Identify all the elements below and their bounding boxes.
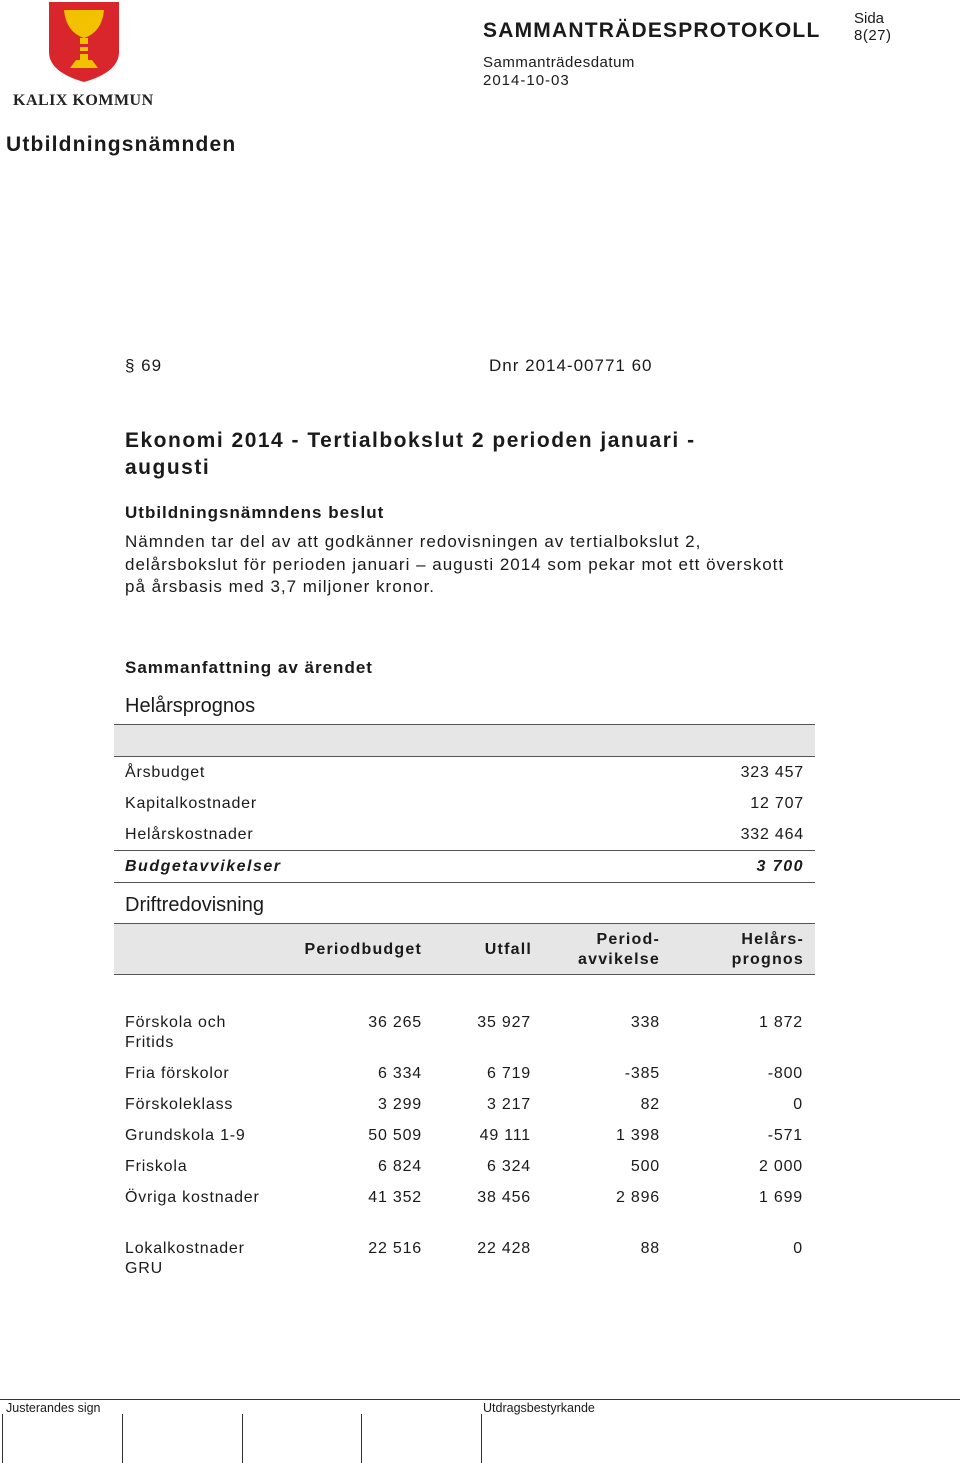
prognos-heading: Helårsprognos [125, 695, 256, 717]
signature-box-divider [361, 1414, 362, 1463]
signature-box-divider [2, 1414, 3, 1463]
table-cell: 3 217 [486, 1096, 531, 1113]
table-cell: 6 719 [486, 1065, 531, 1082]
divider [114, 724, 815, 725]
prognos-row-label: Kapitalkostnader [125, 795, 257, 812]
dnr-number: Dnr 2014-00771 60 [489, 356, 653, 375]
table-cell: 82 [640, 1096, 660, 1113]
table-cell: -385 [624, 1065, 660, 1082]
divider [114, 923, 815, 924]
table-cell: 49 111 [479, 1127, 531, 1144]
extract-label: Utdragsbestyrkande [483, 1401, 595, 1415]
table-row-label: Förskoleklass [125, 1096, 234, 1113]
paragraph-number: § 69 [125, 356, 163, 375]
prognos-row-value: 332 464 [740, 826, 804, 843]
meeting-date-label: Sammanträdesdatum [483, 54, 635, 71]
table-row-label: Grundskola 1-9 [125, 1127, 246, 1144]
table-cell: 6 824 [377, 1158, 422, 1175]
table-cell: 88 [640, 1240, 660, 1257]
table-cell: 22 428 [477, 1240, 531, 1257]
prognos-row-value: 323 457 [740, 764, 804, 781]
summary-heading: Sammanfattning av ärendet [125, 658, 373, 677]
table-row-label: Friskola [125, 1158, 188, 1175]
divider [114, 882, 815, 883]
prognos-row-value: 12 707 [750, 795, 804, 812]
table-cell: 0 [793, 1096, 803, 1113]
divider [114, 974, 815, 975]
prognos-table-header [114, 725, 815, 756]
budget-deviation-value: 3 700 [756, 858, 804, 875]
table-cell: 0 [793, 1240, 803, 1257]
table-cell: 38 456 [477, 1189, 531, 1206]
budget-deviation-label: Budgetavvikelser [125, 858, 282, 875]
table-row-label: Lokalkostnader GRU [125, 1240, 245, 1277]
table-cell: 3 299 [377, 1096, 422, 1113]
coat-of-arms-icon [12, 0, 162, 95]
table-cell: 50 509 [368, 1127, 422, 1144]
table-cell: 22 516 [368, 1240, 422, 1257]
divider [114, 756, 815, 757]
page-number: 8(27) [854, 27, 892, 44]
drift-heading: Driftredovisning [125, 894, 264, 916]
divider [114, 850, 815, 851]
logo-text: KALIX KOMMUN [13, 92, 154, 109]
table-row-label: Fria förskolor [125, 1065, 230, 1082]
department-title: Utbildningsnämnden [6, 133, 237, 156]
table-cell: 41 352 [368, 1189, 422, 1206]
table-cell: 36 265 [368, 1014, 422, 1031]
table-cell: 35 927 [477, 1014, 531, 1031]
prognos-row-label: Helårskostnader [125, 826, 254, 843]
table-cell: -800 [767, 1065, 803, 1082]
table-cell: 338 [630, 1014, 660, 1031]
table-cell: 6 334 [377, 1065, 422, 1082]
column-header-utfall: Utfall [484, 941, 532, 958]
table-cell: 2 896 [615, 1189, 660, 1206]
table-cell: 1 699 [758, 1189, 803, 1206]
signature-box-divider [481, 1414, 482, 1463]
decision-text: Nämnden tar del av att godkänner redovisningen av tertialbokslut 2, delårsbokslut för perioden januari – augusti 2014 som pekar mot ett överskott på årsbasis med 3,7 miljoner kronor. [125, 532, 785, 596]
decision-heading: Utbildningsnämndens beslut [125, 503, 385, 522]
table-row-label: Förskola och Fritids [125, 1014, 227, 1051]
table-row-label: Övriga kostnader [125, 1189, 260, 1206]
prognos-row-label: Årsbudget [125, 764, 206, 781]
column-header-periodavvikelse: Period- avvikelse [578, 931, 660, 968]
meeting-date: 2014-10-03 [483, 72, 570, 89]
footer-divider [0, 1399, 960, 1400]
table-cell: 2 000 [758, 1158, 803, 1175]
sign-label: Justerandes sign [6, 1401, 101, 1415]
document-title: SAMMANTRÄDESPROTOKOLL [483, 19, 821, 42]
signature-box-divider [242, 1414, 243, 1463]
table-cell: 1 398 [615, 1127, 660, 1144]
column-header-periodbudget: Periodbudget [304, 941, 422, 958]
table-cell: -571 [767, 1127, 803, 1144]
column-header-helarsprognos: Helårs- prognos [731, 931, 804, 968]
page-label: Sida [854, 10, 885, 27]
table-cell: 6 324 [486, 1158, 531, 1175]
signature-box-divider [122, 1414, 123, 1463]
table-cell: 1 872 [758, 1014, 803, 1031]
table-cell: 500 [630, 1158, 660, 1175]
matter-heading: Ekonomi 2014 - Tertialbokslut 2 perioden januari - augusti [125, 429, 696, 479]
